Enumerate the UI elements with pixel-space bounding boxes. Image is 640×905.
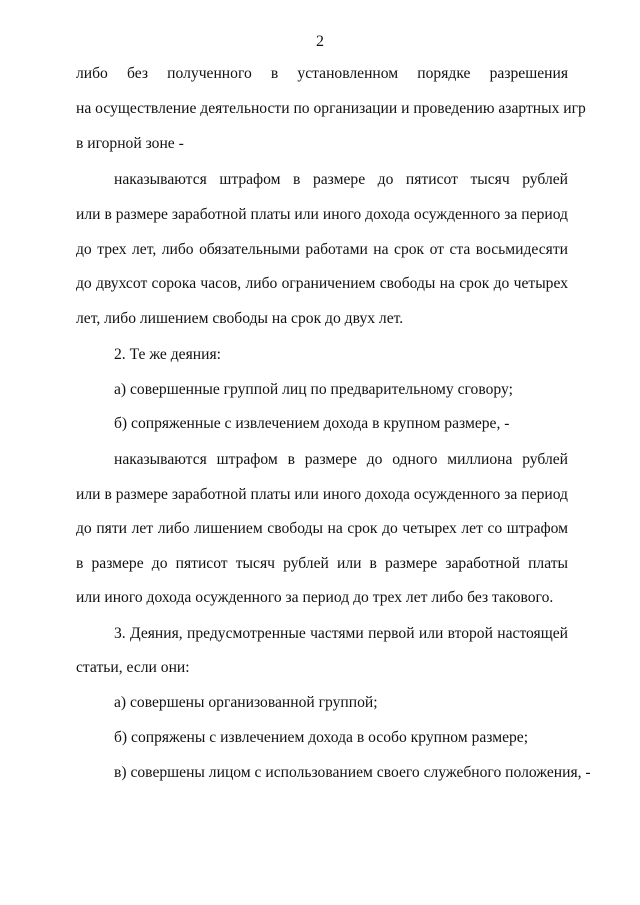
list-item: б) сопряженные с извлечением дохода в крупном размере, - [114, 415, 510, 432]
text-line: статьи, если они: [76, 659, 190, 676]
text-line: либо без полученного в установленном порядке разрешения [76, 65, 568, 82]
text-line: в игорной зоне - [76, 135, 184, 152]
text-line: до двухсот сорока часов, либо ограничением свободы на срок до четырех [76, 275, 568, 292]
text-line: лет, либо лишением свободы на срок до двух лет. [76, 310, 404, 327]
text-line: в размере до пятисот тысяч рублей или в размере заработной платы [76, 555, 568, 572]
text-line: наказываются штрафом в размере до одного миллиона рублей [114, 451, 568, 468]
text-line: до пяти лет либо лишением свободы на срок до четырех лет со штрафом [76, 520, 568, 537]
list-item: б) сопряжены с извлечением дохода в особо крупном размере; [114, 729, 529, 746]
list-item: в) совершены лицом с использованием своего служебного положения, - [114, 764, 591, 781]
text-line: или иного дохода осужденного за период до трех лет либо без такового. [76, 589, 554, 606]
list-item: а) совершенные группой лиц по предварительному сговору; [114, 381, 513, 398]
text-line: наказываются штрафом в размере до пятисот тысяч рублей [114, 171, 568, 188]
section-heading: 3. Деяния, предусмотренные частями первой или второй настоящей [114, 625, 568, 642]
page-number: 2 [316, 33, 324, 50]
text-line: или в размере заработной платы или иного дохода осужденного за период [76, 486, 568, 503]
text-line: на осуществление деятельности по организации и проведению азартных игр [76, 100, 586, 117]
text-line: или в размере заработной платы или иного дохода осужденного за период [76, 206, 568, 223]
section-heading: 2. Те же деяния: [114, 346, 221, 363]
list-item: а) совершены организованной группой; [114, 694, 378, 711]
text-line: до трех лет, либо обязательными работами на срок от ста восьмидесяти [76, 241, 568, 258]
